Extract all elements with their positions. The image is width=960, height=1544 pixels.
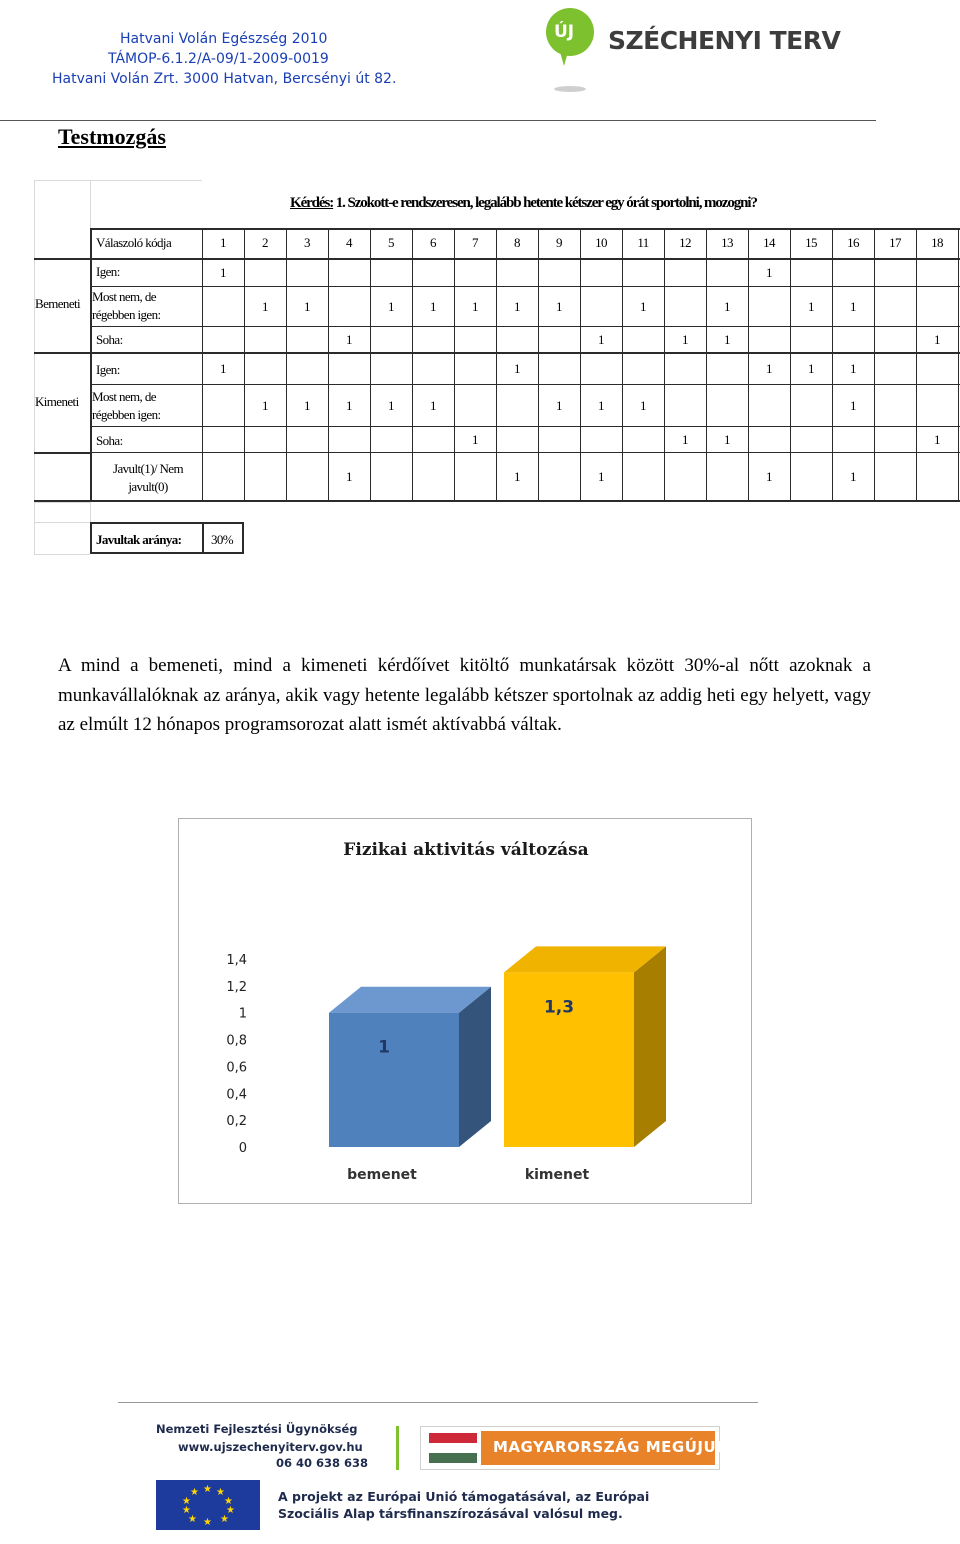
- y-tick-label: 1,4: [226, 953, 247, 968]
- grid-line: [34, 258, 90, 260]
- code-cell: 2: [262, 235, 268, 250]
- code-cell: 17: [889, 235, 901, 250]
- mark-cell: 1: [808, 361, 814, 376]
- mark-cell: 1: [262, 299, 268, 314]
- grid-line: [706, 228, 707, 500]
- mark-cell: 1: [430, 299, 436, 314]
- mark-cell: 1: [598, 332, 604, 347]
- mark-cell: 1: [850, 469, 856, 484]
- magyarorszag-banner: [420, 1426, 727, 1470]
- mark-cell: 1: [346, 469, 352, 484]
- ratio-box-bottom: [90, 552, 244, 554]
- mark-cell: 1: [304, 299, 310, 314]
- row-label-kim-soha: Soha:: [96, 433, 123, 449]
- x-axis-label: bemenet: [347, 1167, 417, 1183]
- bar-side: [459, 987, 491, 1147]
- grid-line: [34, 452, 90, 454]
- document-footer: [0, 1396, 960, 1544]
- mark-cell: 1: [514, 469, 520, 484]
- row-label-bem-soha: Soha:: [96, 332, 123, 348]
- mark-cell: 1: [766, 361, 772, 376]
- ratio-box-left: [90, 522, 92, 554]
- row-label-bem-igen: Igen:: [96, 264, 120, 280]
- mark-cell: 1: [766, 469, 772, 484]
- code-cell: 7: [472, 235, 478, 250]
- mark-cell: 1: [220, 265, 226, 280]
- mark-cell: 1: [598, 398, 604, 413]
- grid-line: [664, 228, 665, 500]
- footer-rule: [118, 1402, 758, 1403]
- green-divider: [396, 1426, 399, 1470]
- agency-phone: 06 40 638 638: [276, 1456, 369, 1470]
- code-label: Válaszoló kódja: [96, 235, 172, 251]
- grid-line: [244, 228, 245, 500]
- logo-badge: ÚJ: [554, 22, 575, 42]
- y-tick-label: 1: [238, 1006, 247, 1022]
- row-label-bem-most: Most nem, de régebben igen:: [92, 289, 161, 322]
- ratio-box-mid: [202, 522, 204, 554]
- ratio-box-right: [242, 522, 244, 554]
- grid-line: [454, 228, 455, 500]
- grid-line: [34, 502, 90, 503]
- mark-cell: 1: [388, 398, 394, 413]
- header-line-2: TÁMOP-6.1.2/A-09/1-2009-0019: [108, 51, 329, 67]
- section-title: Testmozgás: [58, 124, 166, 149]
- grid-line: [370, 228, 371, 500]
- group-label-bemeneti: Bemeneti: [35, 296, 81, 312]
- header-line-1: Hatvani Volán Egészség 2010: [120, 31, 328, 47]
- code-cell: 13: [721, 235, 733, 250]
- chart-title: Fizikai aktivitás változása: [343, 840, 589, 860]
- mark-cell: 1: [850, 398, 856, 413]
- code-cell: 18: [931, 235, 943, 250]
- bar-bemenet: [329, 1013, 459, 1147]
- mark-cell: 1: [556, 398, 562, 413]
- y-tick-label: 0,2: [226, 1114, 247, 1130]
- grid-line: [874, 228, 875, 500]
- mark-cell: 1: [808, 299, 814, 314]
- mark-cell: 1: [556, 299, 562, 314]
- eu-flag-icon: ★ ★ ★ ★ ★ ★ ★ ★ ★ ★: [156, 1480, 260, 1530]
- grid-line: [34, 522, 90, 523]
- grid-line: [90, 326, 960, 327]
- y-tick-label: 0,4: [226, 1087, 247, 1103]
- grid-line: [90, 384, 960, 385]
- grid-line: [286, 228, 287, 500]
- mark-cell: 1: [934, 432, 940, 447]
- chart-svg: [179, 819, 751, 1203]
- activity-chart: [178, 818, 752, 1204]
- grid-line: [34, 352, 90, 354]
- grid-line: [34, 500, 90, 502]
- mark-cell: 1: [346, 332, 352, 347]
- x-axis-label: kimenet: [524, 1167, 590, 1183]
- mark-cell: 1: [640, 299, 646, 314]
- ratio-box-top: [90, 522, 244, 524]
- y-tick-label: 1,2: [226, 979, 247, 995]
- mark-cell: 1: [850, 299, 856, 314]
- grid-line: [90, 426, 960, 427]
- mark-cell: 1: [766, 265, 772, 280]
- header-line-3: Hatvani Volán Zrt. 3000 Hatvan, Bercsényi út 82.: [52, 71, 397, 87]
- grid-line: [622, 228, 623, 500]
- grid-line: [916, 228, 917, 500]
- code-cell: 14: [763, 235, 775, 250]
- y-tick-label: 0,6: [226, 1060, 247, 1076]
- code-cell: 15: [805, 235, 817, 250]
- mark-cell: 1: [388, 299, 394, 314]
- y-tick-label: 0,8: [226, 1033, 247, 1049]
- logo-text: SZÉCHENYI TERV: [608, 26, 841, 55]
- bars: [329, 946, 666, 1147]
- code-cell: 3: [304, 235, 310, 250]
- mark-cell: 1: [682, 432, 688, 447]
- mark-cell: 1: [724, 432, 730, 447]
- survey-table: [0, 0, 960, 560]
- code-cell: 1: [220, 235, 226, 250]
- code-cell: 11: [637, 235, 649, 250]
- x-axis-labels: [347, 1167, 589, 1183]
- mark-cell: 1: [514, 361, 520, 376]
- question-line: [290, 195, 757, 212]
- row-label-kim-most: Most nem, de régebben igen:: [92, 389, 161, 422]
- question-label: Kérdés:: [290, 195, 334, 211]
- code-cell: 16: [847, 235, 859, 250]
- code-cell: 8: [514, 235, 520, 250]
- mark-cell: 1: [640, 398, 646, 413]
- mark-cell: 1: [598, 469, 604, 484]
- question-text: 1. Szokott-e rendszeresen, legalább hetente kétszer egy órát sportolni, mozogni?: [335, 195, 757, 211]
- grid-line: [90, 286, 960, 287]
- mark-cell: 1: [472, 432, 478, 447]
- data-label: 1,3: [543, 997, 575, 1018]
- grid-line: [34, 554, 90, 555]
- grid-line: [34, 180, 202, 181]
- grid-line: [90, 452, 960, 453]
- ratio-label: Javultak aránya:: [96, 532, 182, 548]
- hungarian-flag-icon: [429, 1433, 477, 1463]
- group-label-kimeneti: Kimeneti: [35, 394, 79, 410]
- improved-label: Javult(1)/ Nem javult(0): [113, 461, 183, 494]
- code-cell: 9: [556, 235, 562, 250]
- mark-cell: 1: [262, 398, 268, 413]
- mark-cell: 1: [724, 332, 730, 347]
- eu-statement-line-1: A projekt az Európai Unió támogatásával, az Európai: [278, 1489, 650, 1504]
- eu-statement-line-2: Szociális Alap társfinanszírozásával valósul meg.: [278, 1506, 623, 1521]
- summary-paragraph: A mind a bemeneti, mind a kimeneti kérdőívet kitöltő munkatársak között 30%-al nőtt azoknak a munkavállalóknak az aránya, akik vagy hetente legalább kétszer sportolnak az addig heti egy helyett, vagy az elmúlt 12 hónapos programsorozat alatt ismét aktívabbá váltak.: [58, 655, 871, 735]
- grid-line: [958, 228, 959, 500]
- agency-name: Nemzeti Fejlesztési Ügynökség: [156, 1422, 358, 1436]
- mark-cell: 1: [304, 398, 310, 413]
- code-cell: 6: [430, 235, 436, 250]
- bar-side: [634, 946, 666, 1147]
- y-axis-ticks: [226, 953, 247, 1156]
- grid-line: [412, 228, 413, 500]
- ratio-value: 30%: [211, 532, 234, 548]
- code-cell: 5: [388, 235, 394, 250]
- grid-line: [538, 228, 539, 500]
- code-cell: 10: [595, 235, 607, 250]
- mark-cell: 1: [724, 299, 730, 314]
- mark-cell: 1: [850, 361, 856, 376]
- grid-line: [90, 500, 960, 502]
- mark-cell: 1: [514, 299, 520, 314]
- agency-web: www.ujszechenyiterv.gov.hu: [178, 1440, 363, 1454]
- code-cell: 12: [679, 235, 691, 250]
- row-label-kim-igen: Igen:: [96, 362, 120, 378]
- data-label: 1: [378, 1037, 390, 1058]
- mark-cell: 1: [346, 398, 352, 413]
- code-cell: 4: [346, 235, 352, 250]
- mark-cell: 1: [472, 299, 478, 314]
- y-tick-label: 0: [238, 1141, 247, 1156]
- grid-line: [90, 180, 91, 228]
- mark-cell: 1: [220, 361, 226, 376]
- mark-cell: 1: [430, 398, 436, 413]
- grid-line: [34, 180, 35, 554]
- grid-line: [90, 500, 91, 522]
- mark-cell: 1: [934, 332, 940, 347]
- banner-text: MAGYARORSZÁG MEGÚJUL: [493, 1438, 727, 1456]
- mark-cell: 1: [682, 332, 688, 347]
- grid-line: [90, 228, 92, 500]
